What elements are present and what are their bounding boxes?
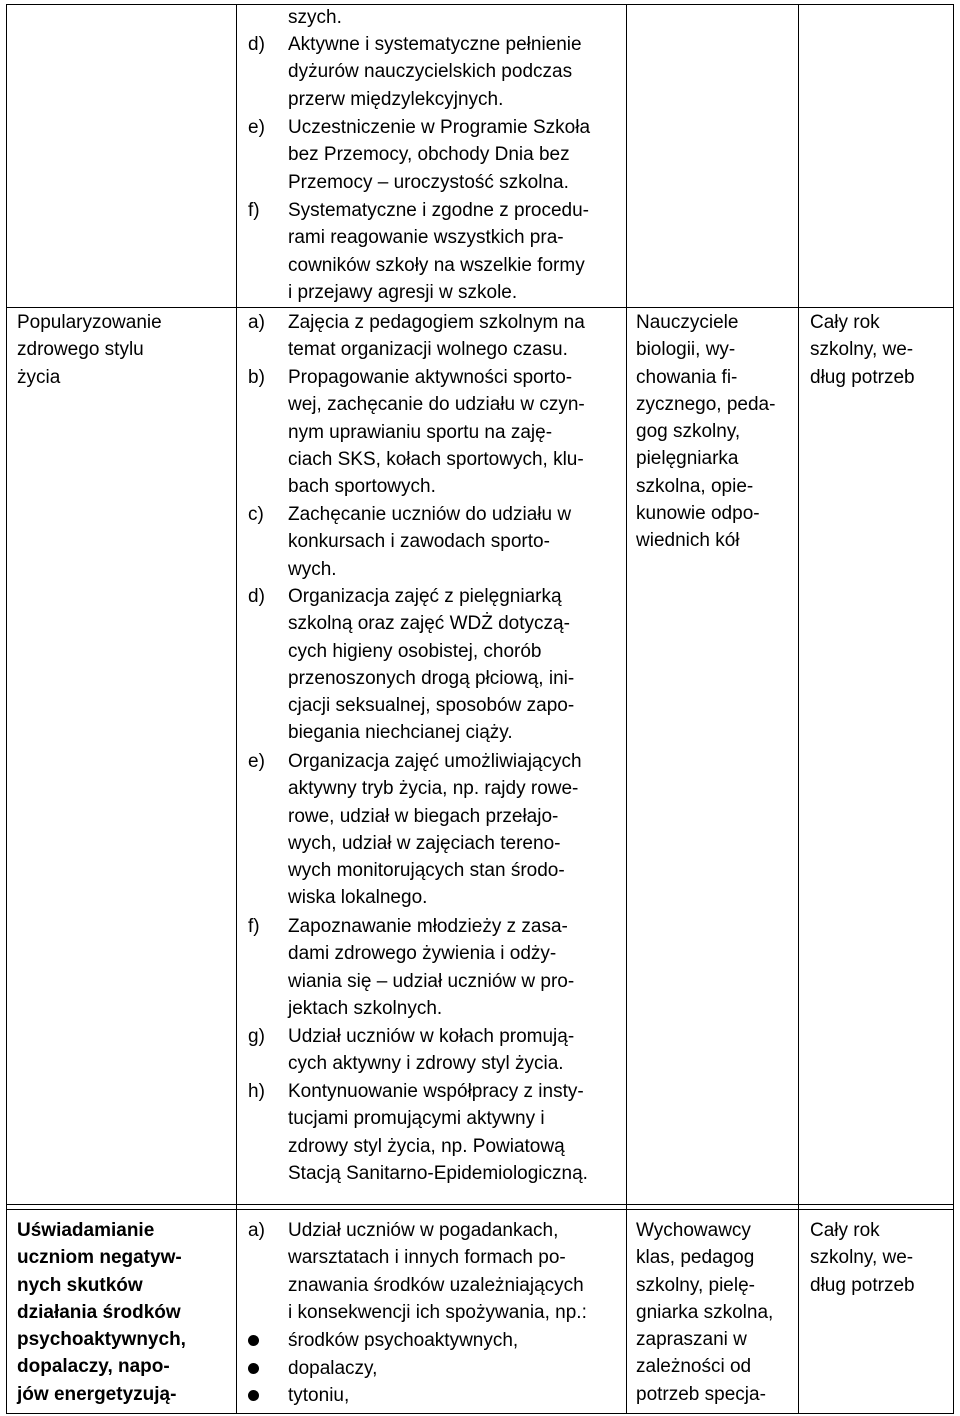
item-marker: e) [248, 117, 265, 138]
table-border-left [6, 4, 7, 1414]
text-line: jów energetyzują- [17, 1383, 177, 1405]
item-text [288, 364, 618, 500]
text-line: Kontynuowanie współpracy z insty- [288, 1081, 584, 1102]
row2-item-a [248, 1217, 618, 1326]
text-line: chowania fi- [636, 366, 738, 388]
text-line: cych aktywny i zdrowy styl życia. [288, 1053, 564, 1075]
text-line: Uświadamianie [17, 1220, 155, 1241]
item-marker: a) [248, 1220, 265, 1241]
text-line: szkolny, pielę- [636, 1274, 755, 1296]
text-line: wych, udział w zajęciach tereno- [288, 832, 561, 854]
item-text [288, 114, 618, 196]
bullet-text: tytoniu, [288, 1385, 350, 1406]
column-divider-1 [236, 4, 237, 1414]
text-line: Cały rok [810, 312, 880, 333]
text-line: szkolna, opie- [636, 475, 754, 497]
bullet-icon [248, 1363, 259, 1374]
text-line: Zachęcanie uczniów do udziału w [288, 504, 572, 525]
text-line: zdrowy styl życia, np. Powiatową [288, 1135, 565, 1157]
bullet-icon [248, 1390, 259, 1401]
row2-topic [17, 1217, 197, 1408]
text-line: cjacji seksualnej, sposobów zapo- [288, 695, 575, 717]
text-line: klas, pedagog [636, 1247, 755, 1269]
item-text [288, 583, 618, 747]
text-line: rami reagowanie wszystkich pra- [288, 227, 564, 249]
item-marker: g) [248, 1026, 265, 1047]
row1-item-e [248, 748, 618, 912]
text-line: tucjami promującymi aktywny i [288, 1108, 545, 1130]
text-line: nym uprawianiu sportu na zaję- [288, 421, 553, 443]
bullet-text: dopalaczy, [288, 1358, 378, 1379]
text-line: jektach szkolnych. [288, 997, 443, 1019]
column-divider-2 [626, 4, 627, 1414]
row1-item-d [248, 583, 618, 747]
row1-responsible [636, 309, 801, 555]
item-marker: d) [248, 586, 265, 607]
text-line: Uczestniczenie w Programie Szkoła [288, 117, 591, 138]
text-line: wiska lokalnego. [288, 887, 428, 909]
text-line: szkolny, we- [810, 1247, 914, 1269]
text-line: Cały rok [810, 1220, 880, 1241]
text-line: wiania się – udział uczniów w pro- [288, 970, 575, 992]
text-line: dług potrzeb [810, 1274, 915, 1296]
text-line: kunowie odpo- [636, 503, 760, 525]
text-line: i konsekwencji ich spożywania, np.: [288, 1301, 587, 1323]
item-text [288, 501, 618, 583]
text-line: zależności od [636, 1356, 752, 1378]
text-line: Organizacja zajęć umożliwiających [288, 751, 582, 772]
row1-item-a [248, 309, 618, 364]
text-line: dług potrzeb [810, 366, 915, 388]
row1-item-h [248, 1078, 618, 1187]
text-line: psychoaktywnych, [17, 1329, 186, 1351]
text-line: bach sportowych. [288, 476, 436, 498]
item-text [288, 1078, 618, 1187]
text-line: Aktywne i systematyczne pełnienie [288, 34, 582, 55]
text-line: Udział uczniów w kołach promują- [288, 1026, 575, 1047]
text-line: pielęgniarka [636, 448, 739, 470]
text-line: Zajęcia z pedagogiem szkolnym na [288, 312, 585, 333]
text-line: Popularyzowanie [17, 312, 162, 333]
text-line: nych skutków [17, 1274, 143, 1296]
text-line: działania środków [17, 1301, 181, 1323]
text-line: znawania środków uzależniających [288, 1274, 584, 1296]
table-border-bottom [6, 1413, 954, 1414]
text-line: wej, zachęcanie do udziału w czyn- [288, 394, 585, 416]
bullet-text: środków psychoaktywnych, [288, 1330, 519, 1351]
item-marker: d) [248, 34, 265, 55]
row0-item-d [248, 31, 618, 113]
item-marker: b) [248, 367, 265, 388]
text-line: Systematyczne i zgodne z procedu- [288, 200, 589, 221]
item-text [288, 1217, 618, 1326]
row2-deadline [810, 1217, 955, 1299]
row1-item-f [248, 913, 618, 1022]
text-line: zapraszani w [636, 1329, 747, 1351]
row0-carryover [288, 4, 618, 31]
text-line: Udział uczniów w pogadankach, [288, 1220, 559, 1241]
text-line: wych. [288, 558, 337, 580]
text-line: bez Przemocy, obchody Dnia bez [288, 144, 570, 166]
row1-item-b [248, 364, 618, 500]
item-marker: f) [248, 200, 260, 221]
table-border-right [953, 4, 954, 1414]
item-marker: a) [248, 312, 265, 333]
row0-item-f [248, 197, 618, 306]
text-line: dami zdrowego żywienia i odży- [288, 943, 557, 965]
item-text [288, 1023, 618, 1078]
text-line: wiednich kół [636, 530, 740, 552]
text-line: potrzeb specja- [636, 1383, 766, 1405]
text-line: szkolną oraz zajęć WDŻ dotyczą- [288, 613, 570, 635]
row1-item-g [248, 1023, 618, 1078]
item-marker: e) [248, 751, 265, 772]
item-marker: c) [248, 504, 264, 525]
row1-item-c [248, 501, 618, 583]
text-line: Nauczyciele [636, 312, 739, 333]
text-line: wych monitorujących stan środo- [288, 860, 565, 882]
text-line: Wychowawcy [636, 1220, 751, 1241]
text-line: Stacją Sanitarno-Epidemiologiczną. [288, 1162, 588, 1184]
row1-deadline [810, 309, 955, 391]
row2-bullet-3 [248, 1382, 618, 1409]
item-text [288, 197, 618, 306]
text-line: szych. [288, 7, 342, 28]
text-line: biologii, wy- [636, 339, 736, 361]
item-marker: h) [248, 1081, 265, 1102]
row2-bullet-1 [248, 1327, 618, 1354]
row-divider-1 [6, 307, 954, 308]
row1-topic [17, 309, 197, 391]
bullet-icon [248, 1335, 259, 1346]
text-line: gog szkolny, [636, 421, 741, 443]
text-line: warsztatach i innych formach po- [288, 1247, 566, 1269]
item-text [288, 31, 618, 113]
row2-responsible [636, 1217, 801, 1408]
text-line: dopalaczy, napo- [17, 1356, 170, 1378]
row-divider-2 [6, 1204, 954, 1205]
text-line: ciach SKS, kołach sportowych, klu- [288, 448, 584, 470]
text-line: cowników szkoły na wszelkie formy [288, 254, 585, 276]
item-text [288, 309, 618, 364]
row0-item-e [248, 114, 618, 196]
text-line: konkursach i zawodach sporto- [288, 531, 550, 553]
text-line: rowe, udział w biegach przełajo- [288, 805, 559, 827]
item-text [288, 748, 618, 912]
text-line: i przejawy agresji w szkole. [288, 281, 518, 303]
row-divider-2b [6, 1209, 954, 1210]
text-line: aktywny tryb życia, np. rajdy rowe- [288, 778, 579, 800]
text-line: Przemocy – uroczystość szkolna. [288, 171, 569, 193]
text-line: dyżurów nauczycielskich podczas [288, 61, 573, 83]
row2-bullet-2 [248, 1355, 618, 1382]
text-line: przerw międzylekcyjnych. [288, 88, 504, 110]
text-line: biegania niechcianej ciąży. [288, 722, 513, 744]
text-line: gniarka szkolna, [636, 1301, 774, 1323]
text-line: uczniom negatyw- [17, 1247, 182, 1269]
text-line: życia [17, 366, 61, 388]
text-line: szkolny, we- [810, 339, 914, 361]
text-line: temat organizacji wolnego czasu. [288, 339, 568, 361]
text-line: Organizacja zajęć z pielęgniarką [288, 586, 562, 607]
text-line: zycznego, peda- [636, 393, 776, 415]
text-line: zdrowego stylu [17, 339, 144, 361]
text-line: przenoszonych drogą płciową, ini- [288, 667, 575, 689]
item-marker: f) [248, 916, 260, 937]
item-text [288, 913, 618, 1022]
text-line: Zapoznawanie młodzieży z zasa- [288, 916, 568, 937]
text-line: Propagowanie aktywności sporto- [288, 367, 573, 388]
column-divider-3 [798, 4, 799, 1414]
text-line: cych higieny osobistej, chorób [288, 640, 542, 662]
